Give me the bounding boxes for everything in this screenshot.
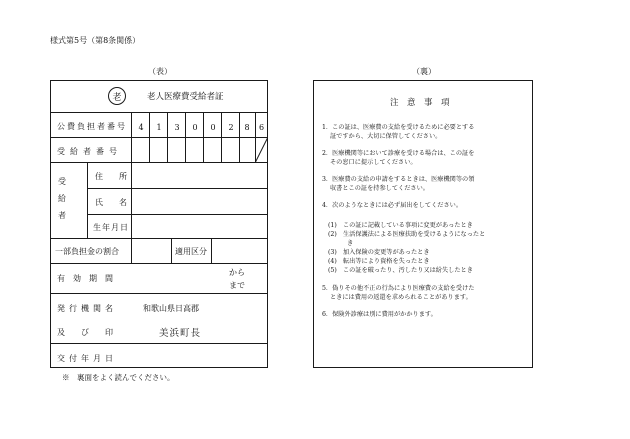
- note-3-line-1: 3．医療費の支給の申請をするときは、医療機関等の領: [322, 176, 475, 183]
- issuer-label: 発行機関名: [57, 304, 117, 313]
- copay-ratio-label: 一部負担金の割合: [55, 247, 119, 256]
- payer-digit: 4: [138, 123, 144, 132]
- payer-digit: 0: [210, 123, 216, 132]
- recipient-vertical-1: 受: [58, 177, 66, 186]
- notes-title: 注 意 事 項: [390, 98, 450, 108]
- note-1-line-1: 1．この証は、医療費の支給を受けるために必要とする: [322, 124, 475, 131]
- back-side-label: （裏）: [412, 67, 436, 76]
- card-title: 老人医療費受給者証: [147, 92, 224, 102]
- back-card: [313, 80, 533, 368]
- payer-digit: 8: [244, 123, 250, 132]
- valid-period-label: 有効期間: [57, 274, 121, 283]
- birthdate-label: 生年月日: [93, 223, 129, 232]
- payer-digit: 3: [174, 123, 180, 132]
- sub-item-5: (5) この証を破ったり、汚したり又は紛失したとき: [328, 267, 473, 274]
- recipient-number-label: 受給者番号: [57, 147, 122, 156]
- note-6: 6．保険外診療は別に費用がかかります。: [322, 311, 437, 318]
- issuer-prefecture: 和歌山県日高郡: [143, 304, 199, 313]
- footnote: ※ 裏面をよく読んでください。: [62, 373, 175, 382]
- note-5-line-2: ときには費用の返還を求められることがあります。: [330, 294, 472, 301]
- from-text: から: [229, 268, 245, 277]
- sub-item-2-line-1: (2) 生活保護法による医療扶助を受けるようになったと: [328, 231, 486, 238]
- sub-item-4: (4) 転出等により資格を失ったとき: [328, 258, 430, 265]
- sub-item-2-line-2: き: [347, 240, 354, 247]
- category-label: 適用区分: [175, 247, 207, 256]
- cell-diagonal: [255, 137, 268, 163]
- note-1-line-2: 証ですから、大切に保管してください。: [330, 133, 442, 140]
- payer-digit: 0: [192, 123, 198, 132]
- name-label: 氏 名: [95, 198, 127, 207]
- payer-digit: 2: [228, 123, 234, 132]
- form-title: 様式第5号（第8条関係）: [50, 36, 141, 45]
- payer-digit: 1: [156, 123, 162, 132]
- front-card: [50, 80, 268, 368]
- seal-label: 及 び 印: [57, 328, 113, 337]
- address-label: 住 所: [95, 172, 127, 181]
- sub-item-3: (3) 加入保険の変更等があったとき: [328, 249, 430, 256]
- elderly-circle-mark: 老: [108, 87, 126, 105]
- sub-item-1: (1) この証に記載している事項に変更があったとき: [328, 222, 473, 229]
- issue-date-label: 交付年月日: [57, 354, 117, 363]
- recipient-vertical-3: 者: [58, 211, 66, 220]
- note-4: 4．次のようなときには必ず届出をしてください。: [322, 202, 463, 209]
- note-3-line-2: 収書とこの証を持参してください。: [330, 185, 429, 192]
- note-5-line-1: 5．偽りその他不正の行為により医療費の支給を受けた: [322, 285, 475, 292]
- recipient-vertical-2: 給: [58, 194, 66, 203]
- note-2-line-2: その窓口に提示してください。: [330, 159, 417, 166]
- payer-number-label: 公費負担者番号: [57, 122, 127, 131]
- payer-digit: 6: [258, 123, 265, 132]
- issuer-town-mayor: 美浜町長: [159, 328, 202, 339]
- front-side-label: （表）: [148, 67, 172, 76]
- until-text: まで: [229, 281, 245, 290]
- note-2-line-1: 2．医療機関等において診療を受ける場合は、この証を: [322, 150, 475, 157]
